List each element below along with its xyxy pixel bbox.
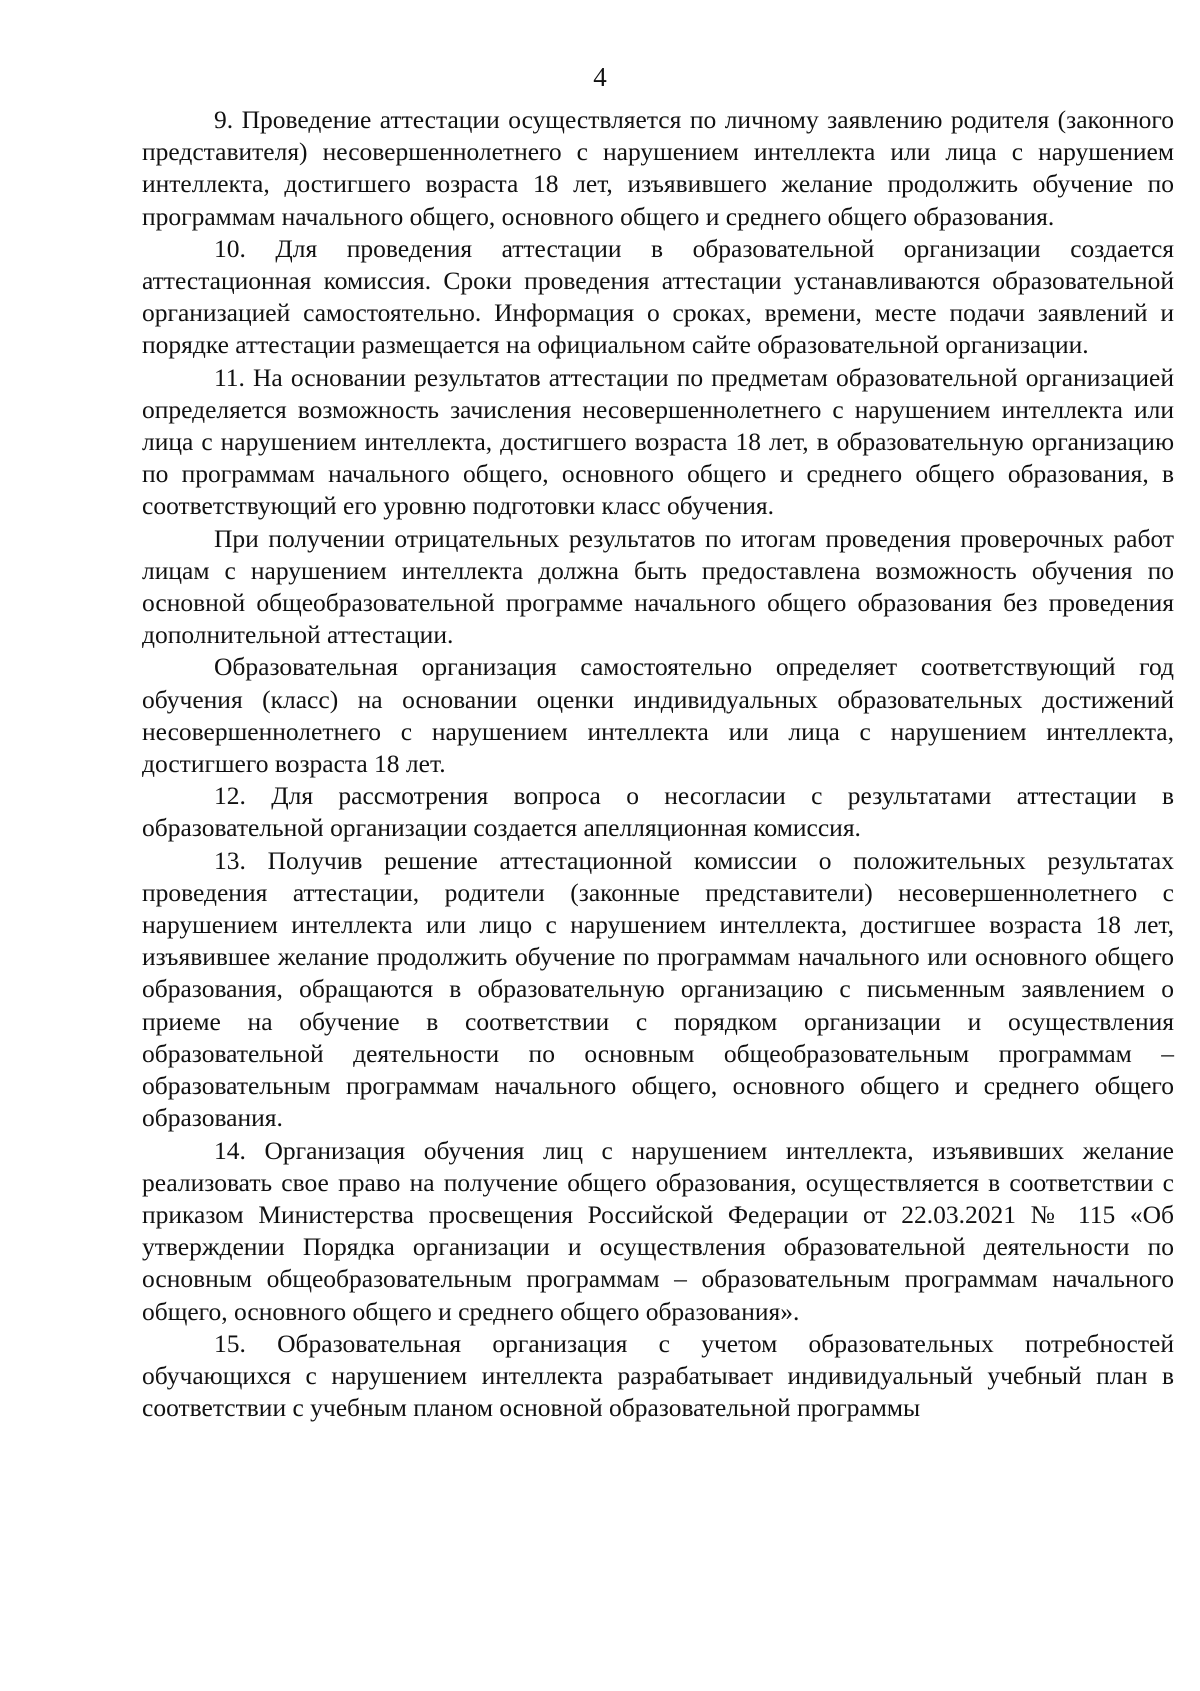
- page-number: 4: [593, 62, 607, 92]
- paragraph-year-of-study: Образовательная организация самостоятельно определяет соответствующий год обучения (класс) на основании оценки индивидуальных образовательных достижений несовершеннолетнего с нарушением интеллекта или лица с нарушением интеллекта, достигшего возраста 18 лет.: [142, 652, 1174, 779]
- paragraph-13: 13. Получив решение аттестационной комиссии о положительных результатах проведения аттестации, родители (законные представители) несовершеннолетнего с нарушением интеллекта или лицо с нарушением интеллекта, достигшее возраста 18 лет, изъявившее желание продолжить обучение по программам начального или основного общего образования, обращаются в образовательную организацию с письменным заявлением о приеме на обучение в соответствии с порядком организации и осуществления образовательной деятельности по основным общеобразовательным программам – образовательным программам начального общего, основного общего и среднего общего образования.: [142, 845, 1174, 1133]
- document-body: [142, 104, 1174, 1424]
- paragraph-10: 10. Для проведения аттестации в образовательной организации создается аттестационная комиссия. Сроки проведения аттестации устанавливаются образовательной организацией самостоятельно. Информация о сроках, времени, месте подачи заявлений и порядке аттестации размещается на официальном сайте образовательной организации.: [142, 233, 1174, 360]
- paragraph-negative-results: При получении отрицательных результатов по итогам проведения проверочных работ лицам с нарушением интеллекта должна быть предоставлена возможность обучения по основной общеобразовательной программе начального общего образования без проведения дополнительной аттестации.: [142, 523, 1174, 650]
- paragraph-14: 14. Организация обучения лиц с нарушением интеллекта, изъявивших желание реализовать свое право на получение общего образования, осуществляется в соответствии с приказом Министерства просвещения Российской Федерации от 22.03.2021 № 115 «Об утверждении Порядка организации и осуществления образовательной деятельности по основным общеобразовательным программам – образовательным программам начального общего, основного общего и среднего общего образования».: [142, 1135, 1174, 1326]
- paragraph-12: 12. Для рассмотрения вопроса о несогласии с результатами аттестации в образовательной организации создается апелляционная комиссия.: [142, 781, 1174, 843]
- paragraph-15: 15. Образовательная организация с учетом образовательных потребностей обучающихся с нарушением интеллекта разрабатывает индивидуальный учебный план в соответствии с учебным планом основной образовательной программы: [142, 1328, 1174, 1423]
- paragraph-9: 9. Проведение аттестации осуществляется по личному заявлению родителя (законного представителя) несовершеннолетнего с нарушением интеллекта или лица с нарушением интеллекта, достигшего возраста 18 лет, изъявившего желание продолжить обучение по программам начального общего, основного общего и среднего общего образования.: [142, 105, 1174, 231]
- paragraph-11: 11. На основании результатов аттестации по предметам образовательной организацией определяется возможность зачисления несовершеннолетнего с нарушением интеллекта или лица с нарушением интеллекта, достигшего возраста 18 лет, в образовательную организацию по программам начального общего, основного общего и среднего общего образования, в соответствующий его уровню подготовки класс обучения.: [142, 362, 1174, 521]
